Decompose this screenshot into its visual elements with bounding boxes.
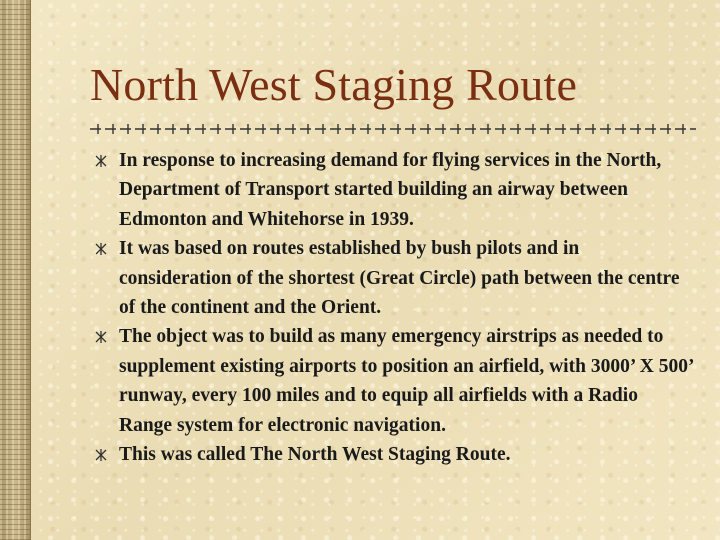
- bullet-text: It was based on routes established by bush pilots and in consideration of the shortest (Great Circle) path between the centre of the continent and the Orient.: [119, 238, 680, 319]
- bullet-item: [95, 234, 695, 322]
- bullet-list: [95, 146, 695, 469]
- bullet-item: [95, 322, 695, 440]
- cross-bullet-icon: [95, 449, 107, 461]
- left-texture-border: [0, 0, 31, 540]
- bullet-text: This was called The North West Staging Route.: [119, 444, 511, 466]
- title-divider: [90, 122, 696, 136]
- bullet-text: The object was to build as many emergency airstrips as needed to supplement existing airports to position an airfield, with 3000’ X 500’ runway, every 100 miles and to equip all airfields with a Radio Range system for electronic navigation.: [119, 326, 693, 436]
- cross-bullet-icon: [95, 331, 107, 343]
- bullet-text: In response to increasing demand for flying services in the North, Department of Transport started building an airway between Edmonton and Whitehorse in 1939.: [119, 150, 662, 230]
- slide-title: North West Staging Route: [90, 59, 578, 110]
- bullet-item: [95, 146, 695, 234]
- cross-bullet-icon: [95, 243, 107, 255]
- bullet-item: [95, 440, 695, 469]
- cross-bullet-icon: [95, 155, 107, 167]
